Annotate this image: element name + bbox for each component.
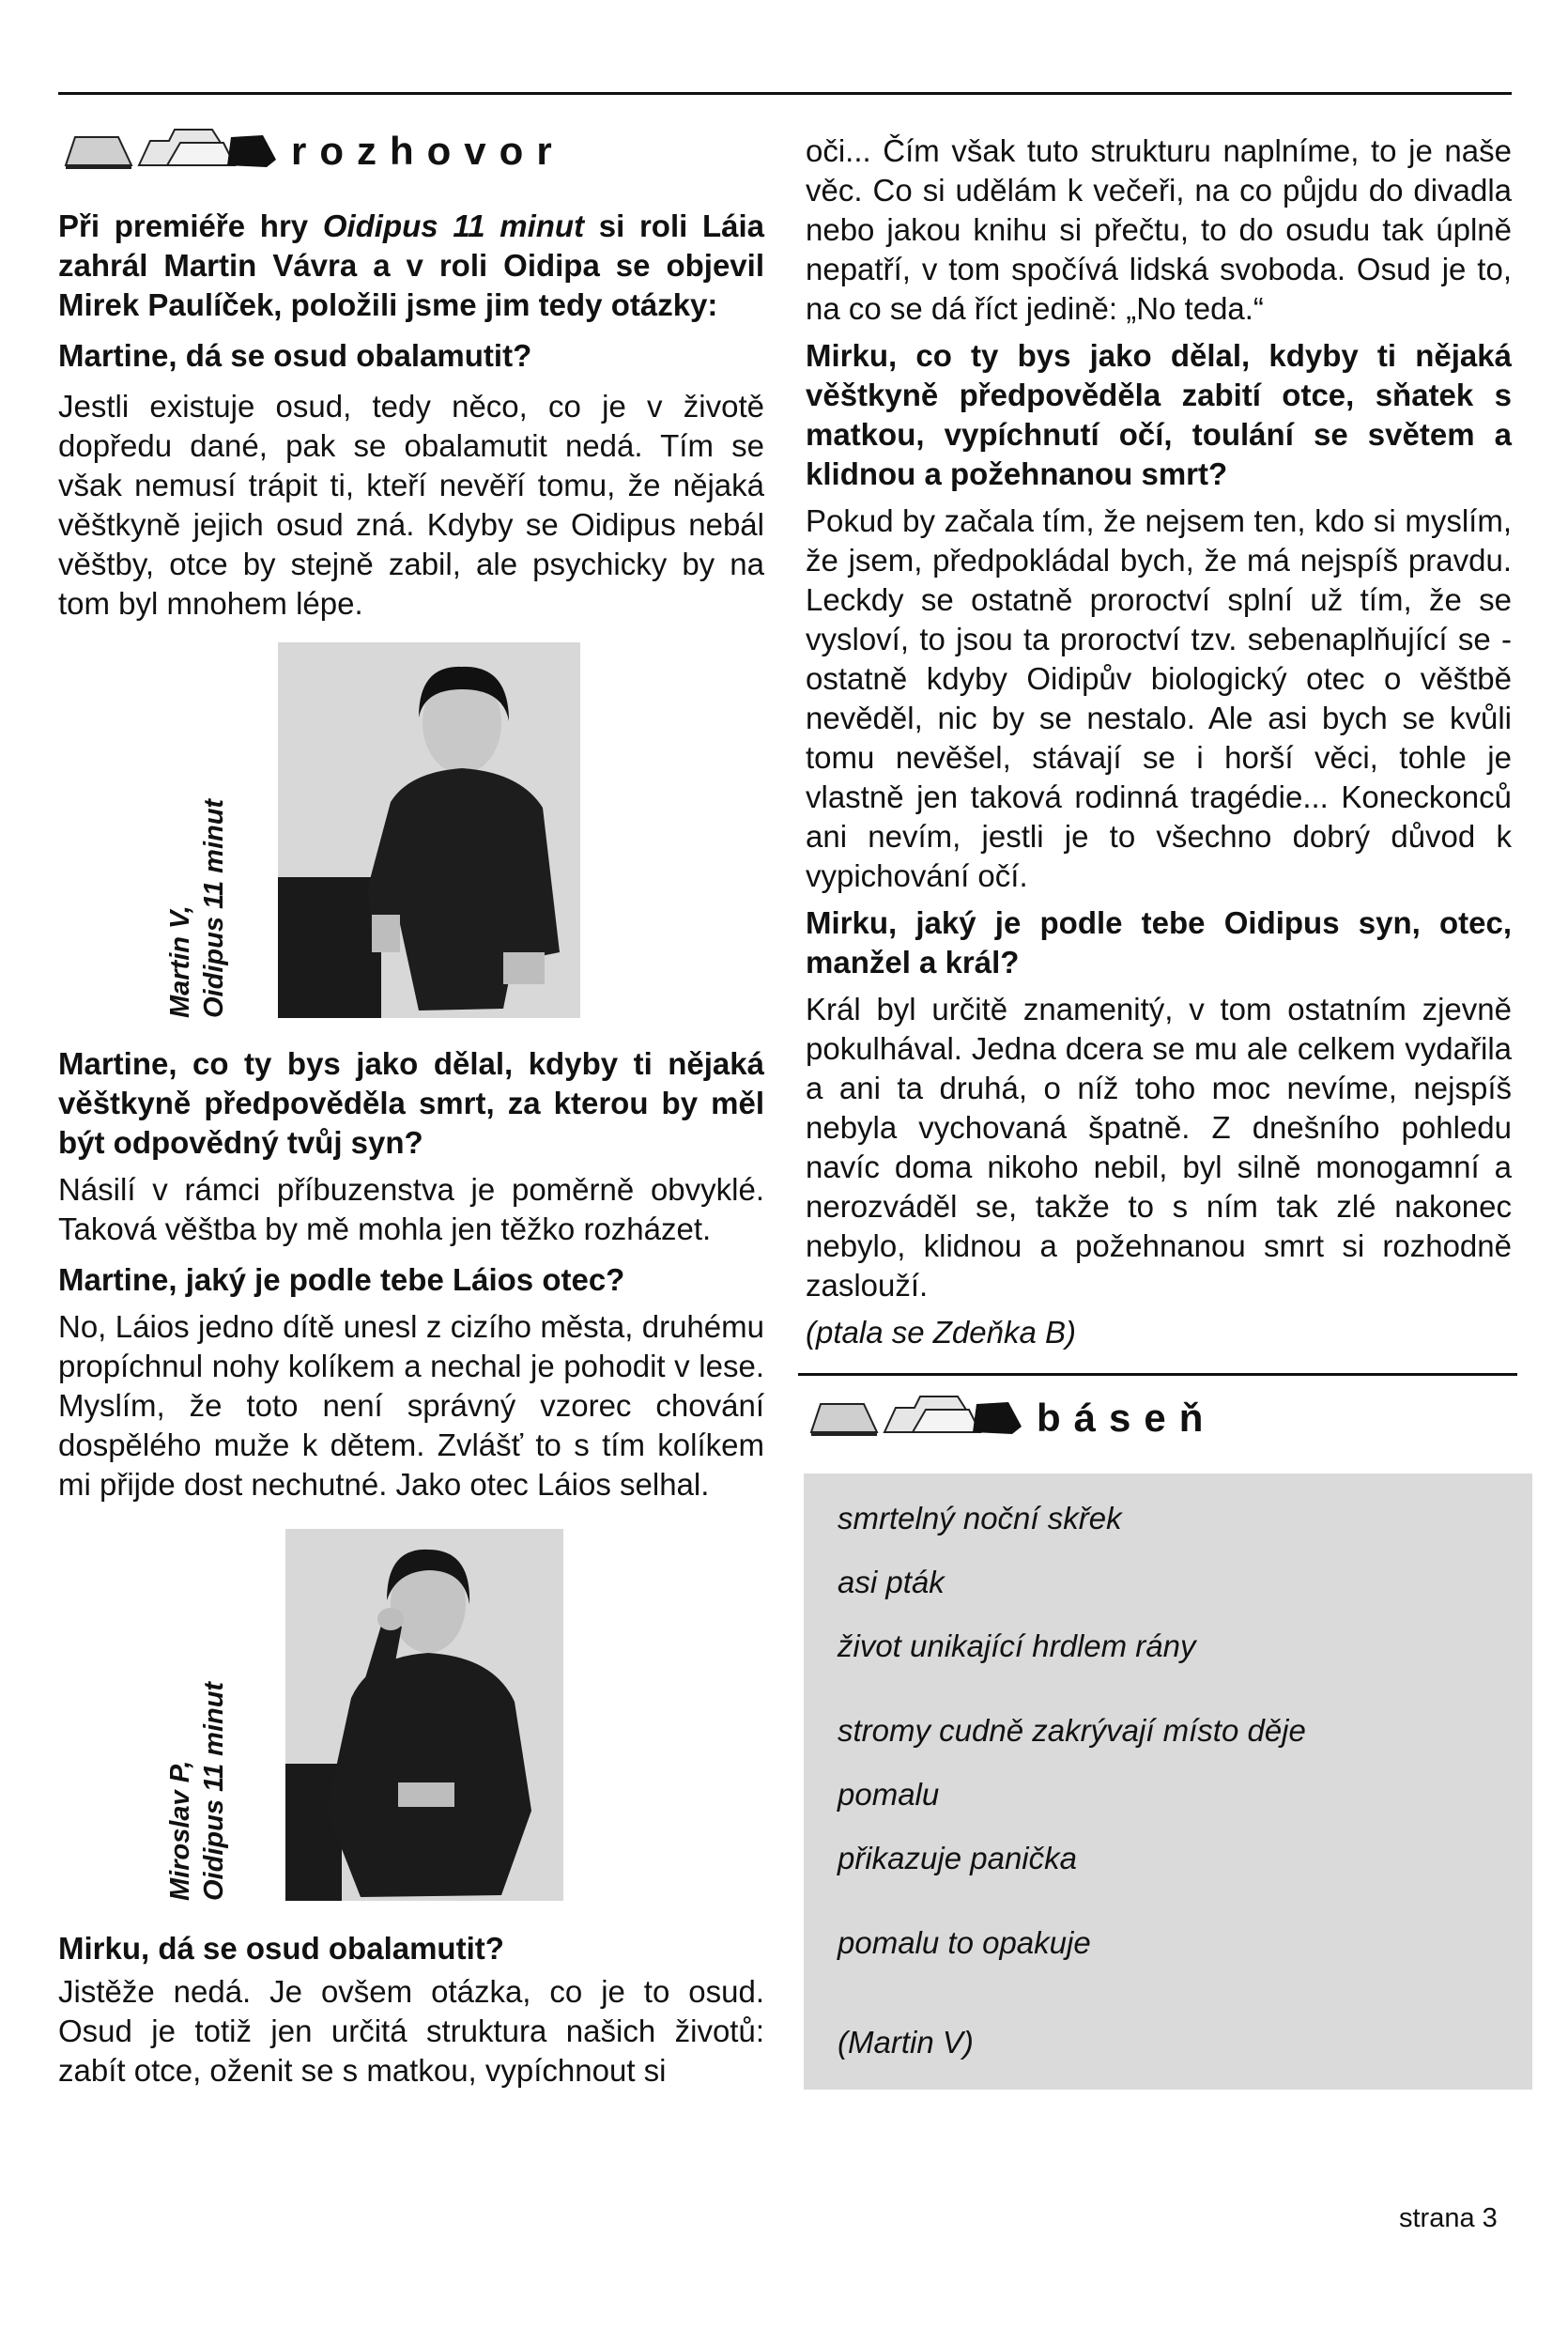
- question-2: Martine, co ty bys jako dělal, kdyby ti nějaká věštkyně předpověděla smrt, za kterou by měl být odpovědný tvůj syn?: [58, 1046, 764, 1160]
- question-1: Martine, dá se osud obalamutit?: [58, 338, 532, 373]
- right-column: [806, 131, 1512, 2090]
- question-6: Mirku, jaký je podle tebe Oidipus syn, otec, manžel a král?: [806, 905, 1512, 980]
- poem-line: smrtelný noční skřek: [838, 1501, 1122, 1535]
- page-number: strana 3: [1399, 2203, 1498, 2233]
- poem-line: asi pták: [838, 1565, 945, 1599]
- question-3: Martine, jaký je podle tebe Láios otec?: [58, 1262, 625, 1297]
- photo-miroslav-caption-line1: Miroslav P,: [165, 1760, 195, 1901]
- left-column: [58, 122, 764, 2091]
- answer-4-continued: oči... Čím však tuto strukturu naplníme, to je naše věc. Co si udělám k večeři, na co půjdu do divadla nebo jakou knihu si přečtu, to do osudu tak úplně nepatří, v tom spočívá lidská svoboda. Osud je to, na co se dá říct jedině: „No teda.“: [806, 133, 1512, 326]
- section-title-basen: báseň: [1037, 1396, 1217, 1440]
- photo-martin-caption: [163, 799, 231, 1018]
- answer-6: Král byl určitě znamenitý, v tom ostatním zjevně pokulhával. Jedna dcera se mu ale celkem vydařila a ani ta druhá, o níž toho moc nevíme, nejspíš nebyla vychovaná špatně. Z dnešního pohledu navíc doma nikoho nebil, byl silně monogamní a nerozváděl se, takže to s ním tak zlé nakonec nebylo, klidnou a požehnanou smrt si rozhodně zaslouží.: [806, 992, 1512, 1303]
- answer-5: Pokud by začala tím, že nejsem ten, kdo si myslím, že jsem, předpokládal bych, že má nejspíš pravdu. Leckdy se ostatně proroctví splní už tím, že se vysloví, to jsou ta proroctví tzv. sebenaplňující se - ostatně kdyby Oidipův biologický otec o věštbě nevěděl, nic by se nestalo. Ale asi bych se kvůli tomu nevěšel, stávají se i horší věci, tohle je vlastně jen taková rodinná tragédie... Koneckonců ani nevím, jestli je to všechno dobrý důvod k vypichování očí.: [806, 503, 1512, 893]
- section-header-icon: [64, 122, 278, 180]
- poem-line: pomalu: [838, 1777, 940, 1812]
- photo-martin-caption-line2: Oidipus 11 minut: [199, 798, 229, 1018]
- answer-4-left: Jistěže nedá. Je ovšem otázka, co je to osud. Osud je totiž jen určitá struktura našich životů: zabít otce, oženit se s matkou, vypíchnout si: [58, 1974, 764, 2088]
- poem-box: [804, 1474, 1532, 2090]
- photo-martin-figure: [58, 642, 764, 1018]
- play-title: Oidipus 11 minut: [322, 208, 585, 243]
- question-4: Mirku, dá se osud obalamutit?: [58, 1931, 504, 1966]
- top-rule: [58, 92, 1512, 95]
- answer-3: No, Láios jedno dítě unesl z cizího města, druhému propíchnul nohy kolíkem a nechal je pohodit v lese. Myslím, že toto není správný vzorec chování dospělého muže k dětem. Zvlášť to s tím kolíkem mi přijde dost nechutné. Jako otec Láios selhal.: [58, 1309, 764, 1502]
- poem-line: stromy cudně zakrývají místo děje: [838, 1713, 1306, 1748]
- section-header-icon: [809, 1389, 1023, 1447]
- intro-text-b: si roli Láia zahrál Martin Vávra a v roli Oidipa se objevil Mirek Paulíček, položili jsme jim tedy otázky:: [58, 208, 764, 322]
- section-header-basen: [809, 1389, 1512, 1447]
- poem-line: život unikající hrdlem rány: [838, 1628, 1196, 1663]
- question-5: Mirku, co ty bys jako dělal, kdyby ti nějaká věštkyně předpověděla zabití otce, sňatek s matkou, vypíchnutí očí, toulání se světem a klidnou a požehnanou smrt?: [806, 338, 1512, 491]
- intro-paragraph: [58, 207, 764, 325]
- poem-author: (Martin V): [838, 2025, 974, 2060]
- section-divider: [798, 1373, 1517, 1376]
- photo-miroslav-caption: [163, 1682, 231, 1901]
- poem-line: pomalu to opakuje: [838, 1925, 1091, 1960]
- photo-martin-caption-line1: Martin V,: [165, 905, 195, 1018]
- photo-miroslav-caption-line2: Oidipus 11 minut: [199, 1681, 229, 1901]
- interview-signature: (ptala se Zdeňka B): [806, 1315, 1076, 1350]
- section-title-rozhovor: rozhovor: [291, 129, 565, 173]
- answer-2: Násilí v rámci příbuzenstva je poměrně obvyklé. Taková věštba by mě mohla jen těžko rozházet.: [58, 1172, 764, 1246]
- photo-martin: [278, 642, 580, 1018]
- answer-1: Jestli existuje osud, tedy něco, co je v životě dopředu dané, pak se obalamutit nedá. Tím se však nemusí trápit ti, kteří nevěří tomu, že nějaká věštkyně jejich osud zná. Kdyby se Oidipus nebál věštby, otce by stejně zabil, ale psychicky by na tom byl mnohem lépe.: [58, 389, 764, 621]
- photo-miroslav-figure: [58, 1529, 764, 1901]
- photo-miroslav: [285, 1529, 563, 1901]
- poem-line: přikazuje panička: [838, 1841, 1077, 1875]
- intro-text-a: Při premiéře hry: [58, 208, 323, 243]
- section-header-rozhovor: [64, 122, 764, 180]
